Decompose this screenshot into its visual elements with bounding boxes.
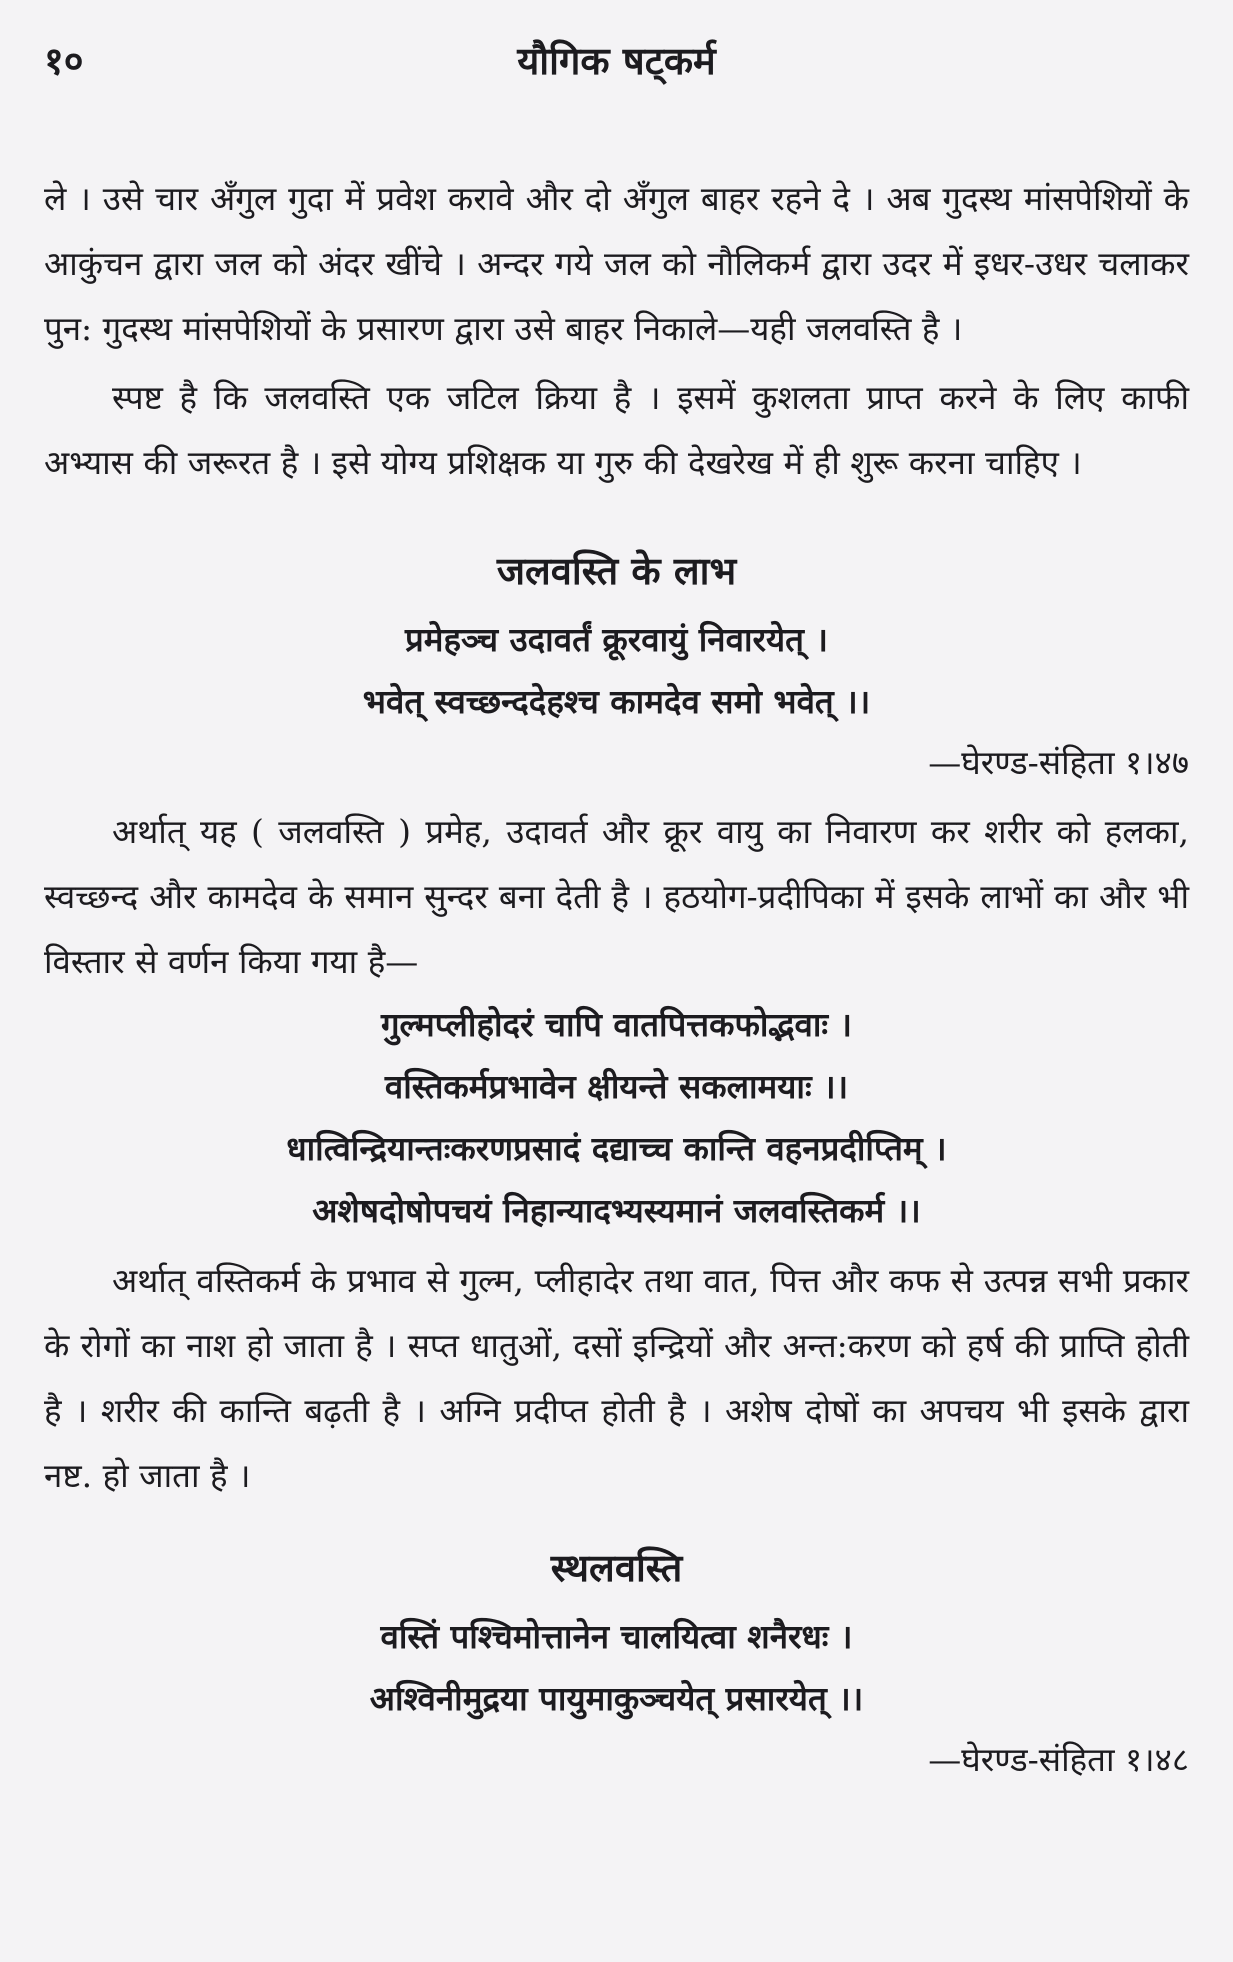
paragraph-3: अर्थात् यह ( जलवस्ति ) प्रमेह, उदावर्त और क्रूर वायु का निवारण कर शरीर को हलका, स्वच्छन्द और कामदेव के समान सुन्दर बना देती है । हठयोग-प्रदीपिका में इसके लाभों का और भी विस्तार से वर्णन किया गया है—	[44, 812, 1189, 981]
paragraph-4: अर्थात् वस्तिकर्म के प्रभाव से गुल्म, प्लीहादेर तथा वात, पित्त और कफ से उत्पन्न सभी प्रकार के रोगों का नाश हो जाता है । सप्त धातुओं, दसों इन्द्रियों और अन्त:करण को हर्ष की प्राप्ति होती है । शरीर की कान्ति बढ़ती है । अग्नि प्रदीप्त होती है । अशेष दोषों का अपचय भी इसके द्वारा नष्ट. हो जाता है ।	[44, 1261, 1189, 1495]
page-number: १०	[44, 38, 84, 83]
verse-line: वस्तिं पश्चिमोत्तानेन चालयित्वा शनैरधः ।	[380, 1617, 853, 1656]
verse-line: वस्तिकर्मप्रभावेन क्षीयन्ते सकलामयाः ।।	[384, 1067, 849, 1106]
paragraph-2: स्पष्ट है कि जलवस्ति एक जटिल क्रिया है । इसमें कुशलता प्राप्त करने के लिए काफी अभ्यास की जरूरत है । इसे योग्य प्रशिक्षक या गुरु की देखरेख में ही शुरू करना चाहिए ।	[44, 378, 1189, 482]
section-heading-jalvasti-benefits: जलवस्ति के लाभ	[496, 548, 737, 593]
verse-line: अश्विनीमुद्रया पायुमाकुञ्चयेत् प्रसारयेत् ।।	[369, 1679, 864, 1718]
verse-line: धात्विन्द्रियान्तःकरणप्रसादं दद्याच्च कान्ति वहनप्रदीप्तिम् ।	[286, 1129, 947, 1168]
paragraph-1: ले । उसे चार अँगुल गुदा में प्रवेश करावे और दो अँगुल बाहर रहने दे । अब गुदस्थ मांसपेशियों के आकुंचन द्वारा जल को अंदर खींचे । अन्दर गये जल को नौलिकर्म द्वारा उदर में इधर-उधर चलाकर पुन: गुदस्थ मांसपेशियों के प्रसारण द्वारा उसे बाहर निकाले—यही जलवस्ति है ।	[44, 179, 1189, 348]
verse-line: गुल्मप्लीहोदरं चापि वातपित्तकफोद्भवाः ।	[380, 1005, 853, 1044]
verse-line: अशेषदोषोपचयं निहान्यादभ्यस्यमानं जलवस्तिकर्म ।।	[312, 1191, 921, 1230]
verse-line: प्रमेहञ्च उदावर्तं क्रूरवायुं निवारयेत् ।	[405, 620, 828, 659]
page-header	[44, 34, 1189, 94]
verse-line: भवेत् स्वच्छन्ददेहश्च कामदेव समो भवेत् ।।	[362, 682, 871, 721]
verse-citation: —घेरण्ड-संहिता १।४८	[928, 1740, 1189, 1779]
running-title: यौगिक षट्कर्म	[517, 38, 716, 83]
verse-citation: —घेरण्ड-संहिता १।४७	[928, 743, 1189, 782]
section-heading-sthalvasti: स्थलवस्ति	[550, 1545, 683, 1590]
